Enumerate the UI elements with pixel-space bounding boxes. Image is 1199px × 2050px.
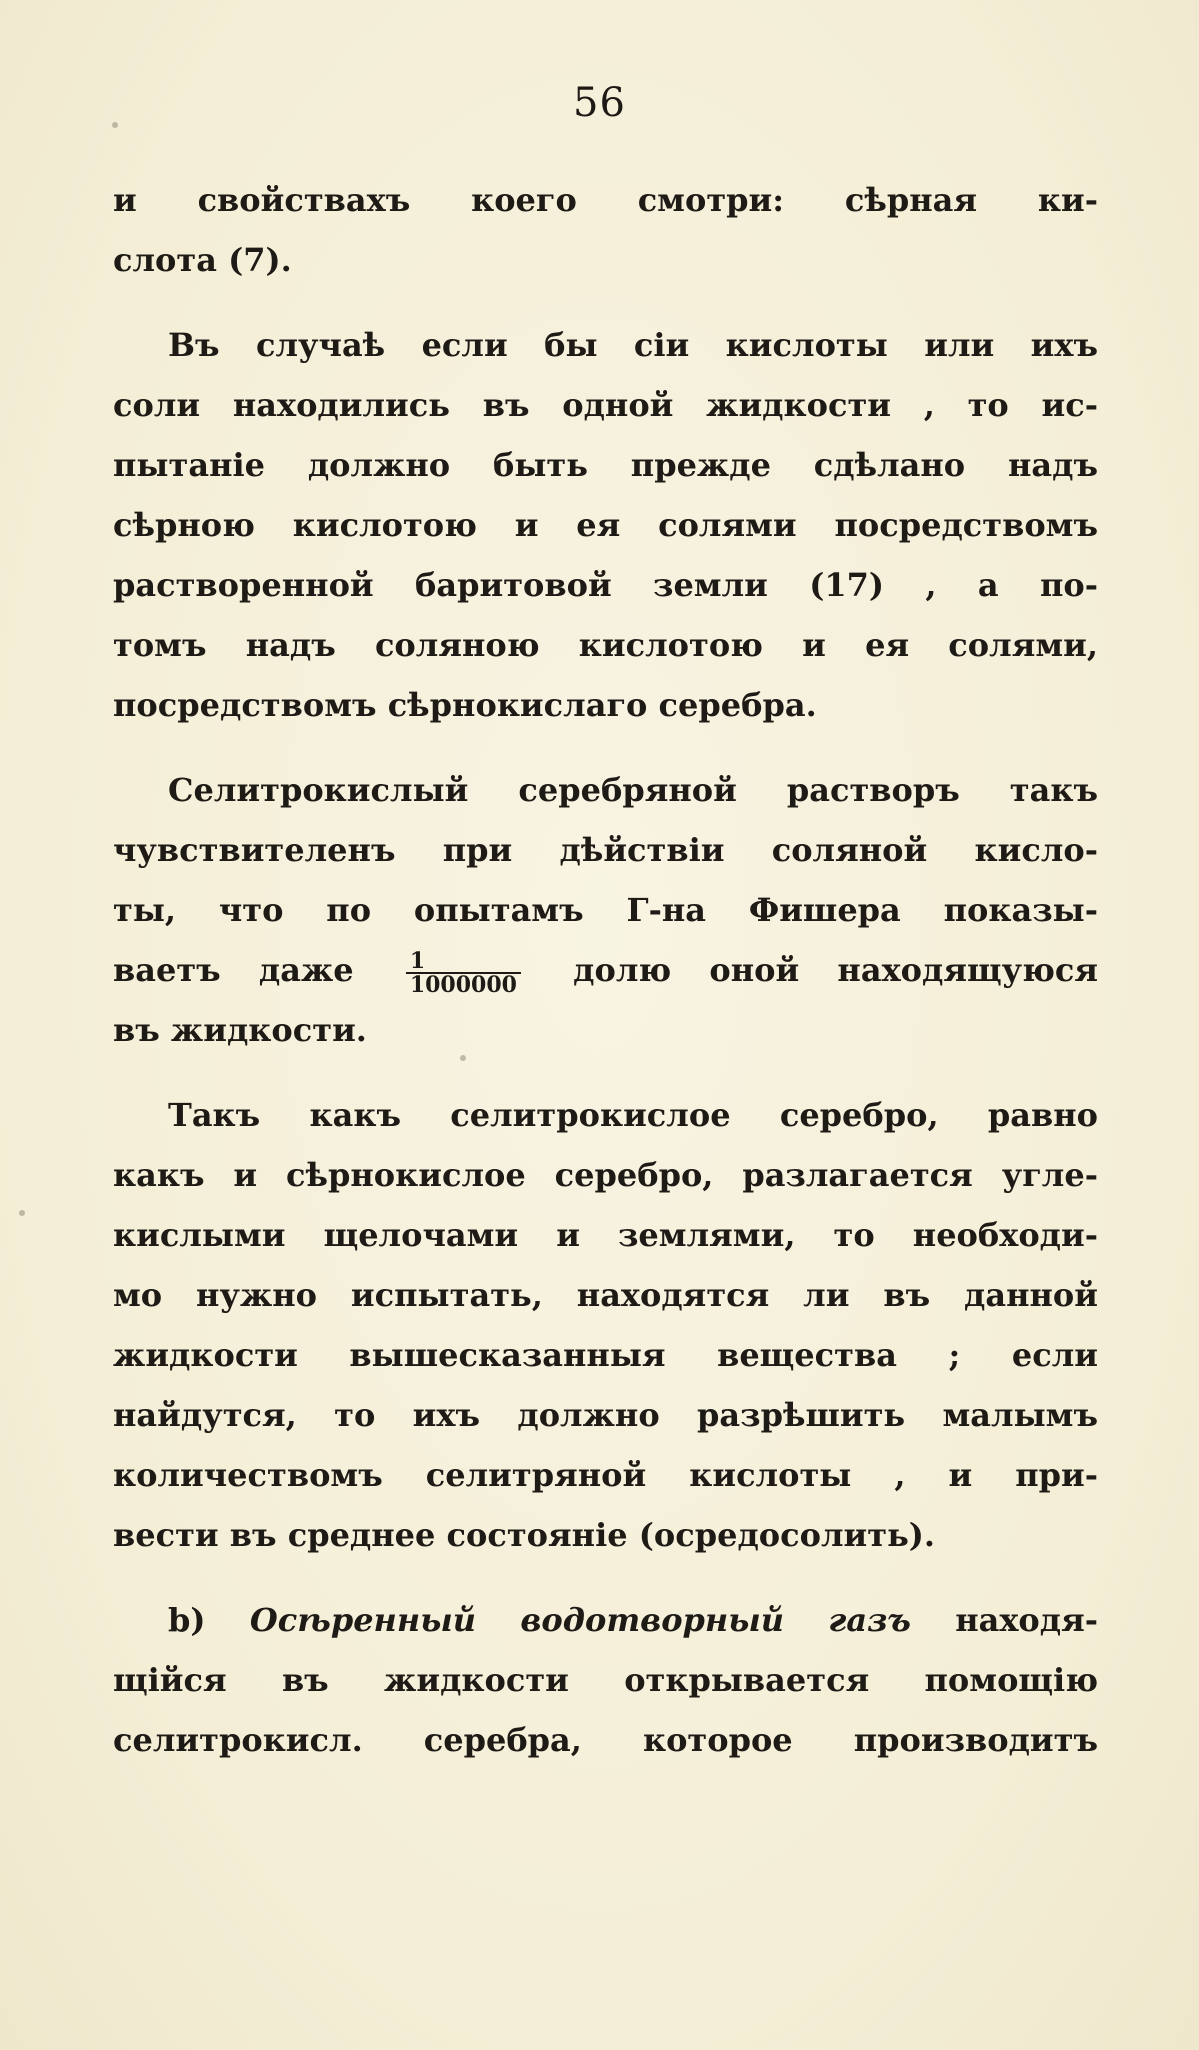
fraction [406, 947, 521, 998]
paper-speck [112, 122, 118, 128]
text-line: вести въ среднее состояніе (осредосолить). [113, 1516, 936, 1554]
paragraph-2 [113, 315, 1098, 735]
text-line: Селитрокислый серебряной растворъ такъ [168, 771, 1098, 809]
text-segment: ваетъ даже [113, 951, 354, 989]
text-line: найдутся, то ихъ должно разрѣшить малымъ [113, 1396, 1098, 1434]
text-line: мо нужно испытать, находятся ли въ данной [113, 1276, 1098, 1314]
text-line: количествомъ селитряной кислоты , и при- [113, 1456, 1098, 1494]
text-segment: находя- [955, 1601, 1098, 1639]
text-line: ты, что по опытамъ Г-на Фишера показы- [113, 891, 1098, 929]
text-line: какъ и сѣрнокислое серебро, разлагается угле- [113, 1156, 1098, 1194]
text-line: чувствителенъ при дѣйствіи соляной кисло- [113, 831, 1098, 869]
text-line: посредствомъ сѣрнокислаго серебра. [113, 686, 817, 724]
item-label: b) [168, 1601, 206, 1639]
paragraph-4 [113, 1085, 1098, 1565]
paragraph-1 [113, 170, 1098, 290]
paper-speck [460, 1055, 466, 1061]
fraction-numerator: 1 [406, 950, 521, 974]
text-line-with-term [113, 1590, 1098, 1650]
text-line: сѣрною кислотою и ея солями посредствомъ [113, 506, 1098, 544]
paragraph-5 [113, 1590, 1098, 1770]
text-line: растворенной баритовой земли (17) , а по- [113, 566, 1098, 604]
text-line: слота (7). [113, 241, 292, 279]
italic-term: Осѣренный водотворный газъ [249, 1601, 911, 1639]
text-line: и свойствахъ коего смотри: сѣрная ки- [113, 181, 1098, 219]
fraction-denominator: 1000000 [409, 971, 517, 998]
text-line: въ жидкости. [113, 1011, 367, 1049]
text-line: кислыми щелочами и землями, то необходи- [113, 1216, 1098, 1254]
text-line: селитрокисл. серебра, которое производитъ [113, 1721, 1098, 1759]
paper-speck [19, 1210, 25, 1216]
text-line: томъ надъ соляною кислотою и ея солями, [113, 626, 1098, 664]
text-line: Такъ какъ селитрокислое серебро, равно [168, 1096, 1098, 1134]
text-segment: долю оной находящуюся [573, 951, 1098, 989]
text-line: соли находились въ одной жидкости , то ис- [113, 386, 1098, 424]
paragraph-3 [113, 760, 1098, 1060]
text-line: пытаніе должно быть прежде сдѣлано надъ [113, 446, 1098, 484]
text-line: жидкости вышесказанныя вещества ; если [113, 1336, 1098, 1374]
page-number: 56 [573, 80, 626, 126]
text-line-with-fraction [113, 940, 1098, 1000]
text-line: щійся въ жидкости открывается помощію [113, 1661, 1098, 1699]
text-line: Въ случаѣ если бы сіи кислоты или ихъ [168, 326, 1098, 364]
